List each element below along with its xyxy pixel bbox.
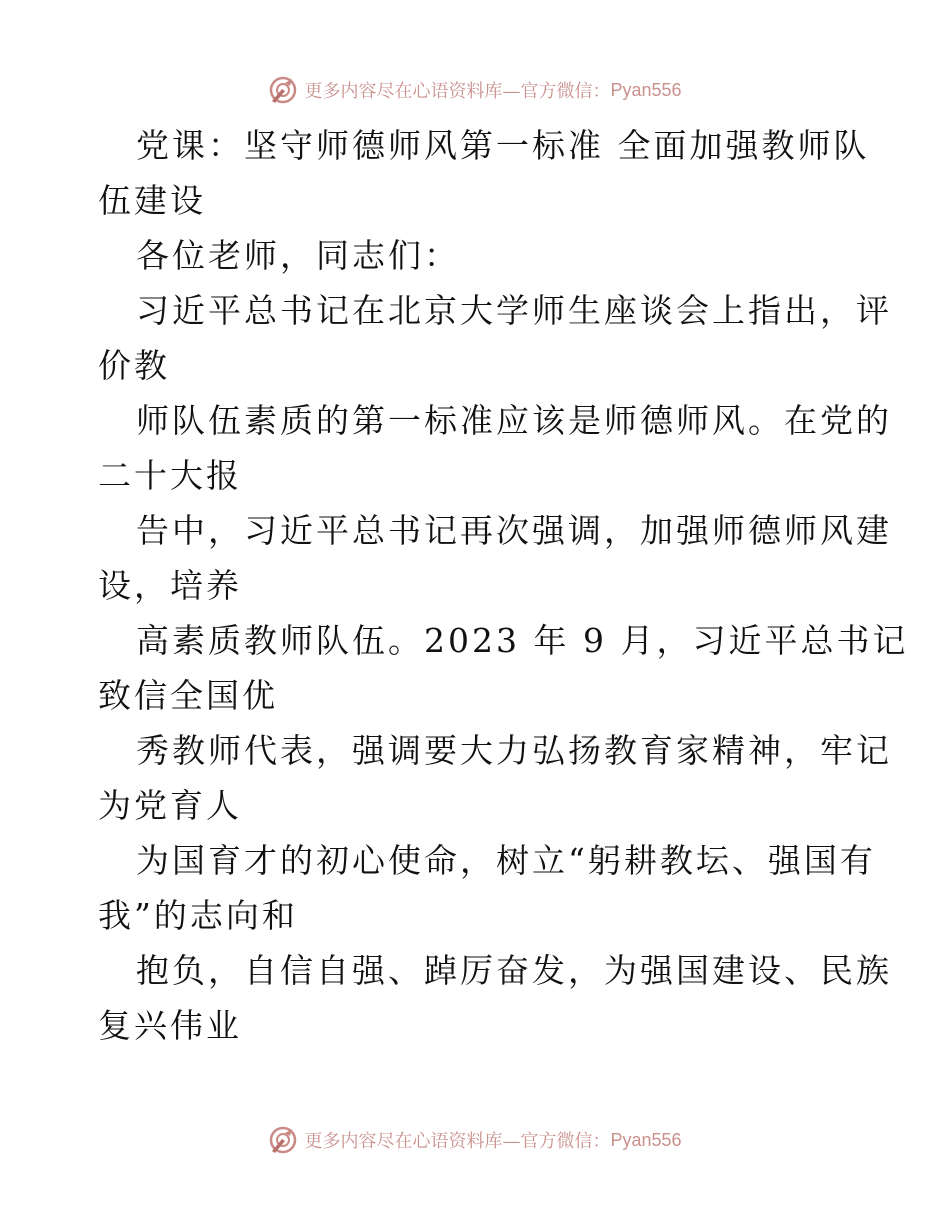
banner-wechat-id: Pyan556 <box>610 79 682 100</box>
banner-text: 更多内容尽在心语资料库—官方微信： <box>304 81 611 102</box>
text-line: 二十大报 <box>98 456 242 495</box>
text-line: 习近平总书记在北京大学师生座谈会上指出，评 <box>136 291 892 330</box>
text-line: 我”的志向和 <box>98 896 298 935</box>
footer-banner <box>0 1120 950 1160</box>
text-line: 高素质教师队伍。2023 年 9 月，习近平总书记 <box>136 621 909 660</box>
header-banner <box>0 70 950 110</box>
text-line: 党课：坚守师德师风第一标准 全面加强教师队 <box>136 126 870 165</box>
text-line: 伍建设 <box>98 181 206 220</box>
text-line: 抱负，自信自强、踔厉奋发，为强国建设、民族 <box>136 951 892 990</box>
document-body <box>98 118 909 1053</box>
text-line: 价教 <box>98 346 170 385</box>
seal-logo-icon <box>268 1125 298 1155</box>
text-line: 师队伍素质的第一标准应该是师德师风。在党的 <box>136 401 892 440</box>
text-line: 为党育人 <box>98 786 242 825</box>
text-line: 各位老师，同志们： <box>136 236 460 275</box>
text-line: 告中，习近平总书记再次强调，加强师德师风建 <box>136 511 892 550</box>
text-line: 为国育才的初心使命，树立“躬耕教坛、强国有 <box>136 841 876 880</box>
banner-wechat-id: Pyan556 <box>610 1129 682 1150</box>
seal-logo-icon <box>268 75 298 105</box>
text-line: 致信全国优 <box>98 676 278 715</box>
text-line: 复兴伟业 <box>98 1006 242 1045</box>
text-line: 秀教师代表，强调要大力弘扬教育家精神，牢记 <box>136 731 892 770</box>
banner-text: 更多内容尽在心语资料库—官方微信： <box>304 1131 611 1152</box>
text-line: 设，培养 <box>98 566 242 605</box>
